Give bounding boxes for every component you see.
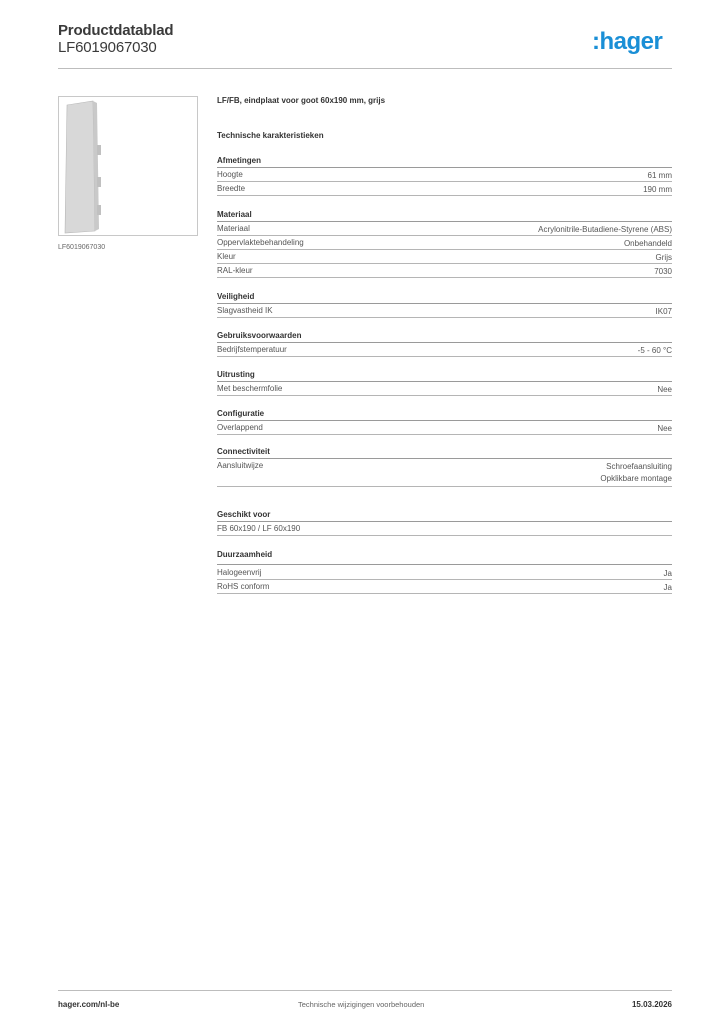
product-image-frame <box>58 96 198 236</box>
spec-value: 61 mm <box>647 171 672 180</box>
spec-value: Nee <box>657 424 672 433</box>
spec-label: Oppervlaktebehandeling <box>217 238 304 247</box>
spec-row <box>217 222 672 236</box>
spec-row <box>217 343 672 357</box>
section-title-gebruiksvoorwaarden: Gebruiksvoorwaarden <box>217 331 672 343</box>
section-title-uitrusting: Uitrusting <box>217 370 672 382</box>
footer-website-link[interactable]: hager.com/nl-be <box>58 1000 120 1009</box>
section-title-configuratie: Configuratie <box>217 409 672 421</box>
spec-value: Ja <box>663 583 672 592</box>
hager-logo-text: :hager <box>592 28 663 55</box>
spec-value: Ja <box>663 569 672 578</box>
section-title-afmetingen: Afmetingen <box>217 156 672 168</box>
section-title-connectiviteit: Connectiviteit <box>217 447 672 459</box>
section-title-geschikt-voor: Geschikt voor <box>217 510 672 522</box>
spec-value: -5 - 60 °C <box>637 346 672 355</box>
spec-row <box>217 382 672 396</box>
section-divider <box>217 562 672 565</box>
spec-value: Grijs <box>655 253 672 262</box>
spec-row <box>217 459 672 487</box>
spec-label: FB 60x190 / LF 60x190 <box>217 524 301 533</box>
spec-row <box>217 250 672 264</box>
spec-value: Nee <box>657 385 672 394</box>
hager-logo <box>592 26 672 56</box>
spec-value: Opklikbare montage <box>600 474 672 483</box>
section-title-veiligheid: Veiligheid <box>217 292 672 304</box>
spec-row <box>217 236 672 250</box>
spec-label: Bedrijfstemperatuur <box>217 345 287 354</box>
spec-value: Schroefaansluiting <box>606 462 672 471</box>
spec-row <box>217 264 672 278</box>
spec-row <box>217 421 672 435</box>
footer-date: 15.03.2026 <box>631 1000 672 1009</box>
section-title-materiaal: Materiaal <box>217 210 672 222</box>
spec-label: Aansluitwijze <box>217 461 264 470</box>
spec-row <box>217 522 672 536</box>
technical-heading: Technische karakteristieken <box>217 131 324 140</box>
spec-label: Kleur <box>217 252 236 261</box>
page-header <box>58 22 672 69</box>
spec-row <box>217 168 672 182</box>
footer-divider <box>58 990 672 991</box>
spec-label: Slagvastheid IK <box>217 306 273 315</box>
spec-value-group <box>600 461 672 485</box>
spec-label: Hoogte <box>217 170 243 179</box>
document-title: Productdatablad <box>58 22 174 39</box>
product-image <box>59 97 199 237</box>
spec-value: IK07 <box>655 307 672 316</box>
spec-label: Breedte <box>217 184 246 193</box>
spec-value: Acrylonitrile-Butadiene-Styrene (ABS) <box>538 225 672 234</box>
spec-label: Overlappend <box>217 423 263 432</box>
spec-label: RoHS conform <box>217 582 270 591</box>
spec-label: RAL-kleur <box>217 266 253 275</box>
section-title-duurzaamheid: Duurzaamheid <box>217 550 273 559</box>
spec-row <box>217 566 672 580</box>
spec-value: 190 mm <box>643 185 672 194</box>
spec-value: 7030 <box>654 267 672 276</box>
product-description: LF/FB, eindplaat voor goot 60x190 mm, grijs <box>217 96 386 105</box>
spec-row <box>217 580 672 594</box>
image-caption: LF6019067030 <box>58 244 106 251</box>
spec-label: Met beschermfolie <box>217 384 283 393</box>
spec-label: Materiaal <box>217 224 250 233</box>
spec-row <box>217 182 672 196</box>
spec-label: Halogeenvrij <box>217 568 262 577</box>
footer-notice: Technische wijzigingen voorbehouden <box>298 1000 425 1009</box>
spec-value: Onbehandeld <box>623 239 672 248</box>
spec-row <box>217 304 672 318</box>
product-number: LF6019067030 <box>58 39 157 56</box>
header-divider <box>58 68 672 69</box>
